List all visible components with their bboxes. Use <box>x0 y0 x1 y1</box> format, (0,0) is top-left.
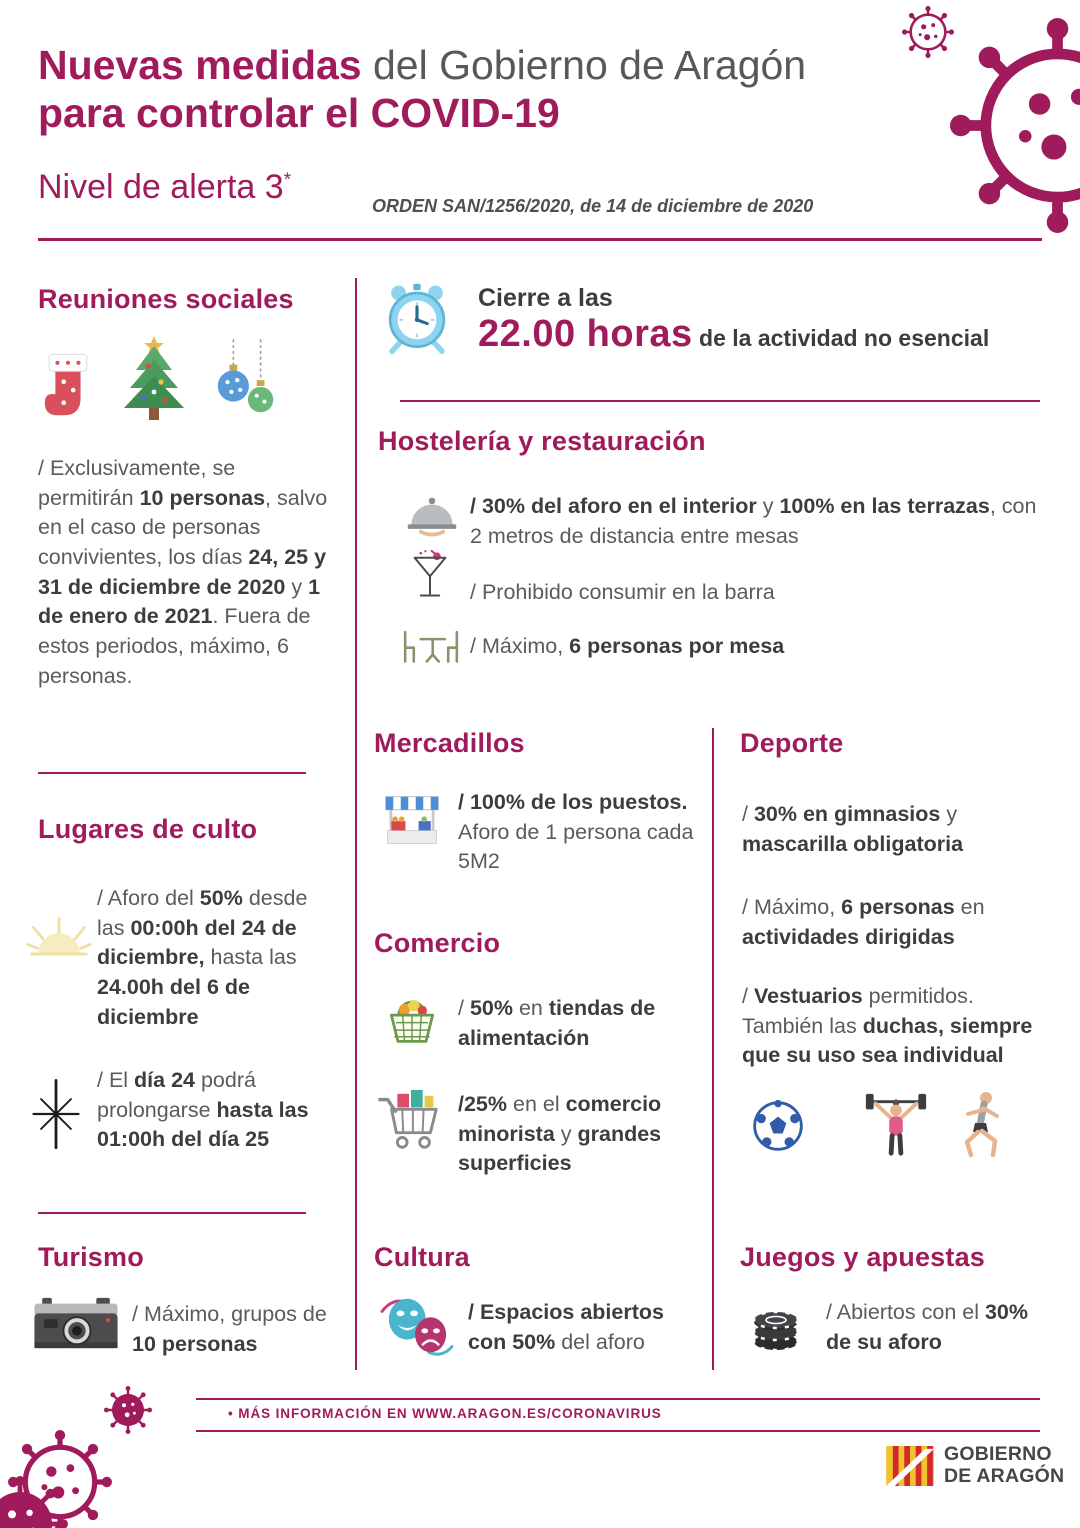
hosteleria-rule-3: / Máximo, 6 personas por mesa <box>470 634 785 658</box>
theater-masks-icon <box>378 1292 456 1360</box>
section-title-mercadillos: Mercadillos <box>374 728 525 758</box>
sparkle-icon <box>28 1078 84 1150</box>
deporte-rule-3: / Vestuarios permitidos. También las duchas, siempre que su uso sea individual <box>742 984 1033 1068</box>
reuniones-body: / Exclusivamente, se permitirán 10 personas, salvo en el caso de personas convivientes, los días 24, 25 y 31 de diciembre de 2020 y 1 de enero de 2021. Fuera de estos periodos, máximo, 6 personas. <box>38 456 328 688</box>
alert-level-text: Nivel de alerta 3 <box>38 168 284 206</box>
baubles-icon <box>210 338 282 434</box>
culto-rule-2: / El día 24 podrá prolongarse hasta las 01:00h del día 25 <box>97 1068 309 1152</box>
closure-notice <box>478 284 1043 356</box>
table-chairs-icon <box>400 628 462 664</box>
christmas-tree-icon <box>116 334 192 430</box>
dumbbell-icon <box>860 1090 932 1158</box>
turismo-rule-1: / Máximo, grupos de 10 personas <box>132 1302 327 1356</box>
divider <box>38 1212 306 1214</box>
hosteleria-rule-2: / Prohibido consumir en la barra <box>470 580 775 604</box>
grocery-basket-icon <box>382 986 442 1048</box>
poker-chips-icon <box>748 1294 808 1354</box>
cocktail-icon <box>410 544 450 610</box>
comercio-rule-1: / 50% en tiendas de alimentación <box>458 996 656 1050</box>
more-info-line <box>228 1406 662 1421</box>
bullet: • <box>228 1406 234 1421</box>
camera-icon <box>32 1294 120 1352</box>
cloche-icon <box>404 490 460 538</box>
market-stall-icon <box>382 792 442 852</box>
deporte-rule-2: / Máximo, 6 personas en actividades dirigidas <box>742 895 985 949</box>
virus-icon <box>0 1476 68 1528</box>
order-reference: ORDEN SAN/1256/2020, de 14 de diciembre de 2020 <box>372 196 814 216</box>
alert-note-mark: * <box>283 168 291 190</box>
christmas-icons <box>40 334 282 434</box>
virus-icon <box>950 18 1080 233</box>
footer-divider <box>196 1430 1040 1432</box>
shopping-cart-icon <box>376 1084 444 1158</box>
section-title-culto: Lugares de culto <box>38 814 258 844</box>
column-divider <box>355 278 357 1370</box>
gobierno-aragon-logo <box>886 1444 1064 1488</box>
logo-text <box>944 1444 1064 1488</box>
comercio-rule-2: /25% en el comercio minorista y grandes superficies <box>458 1092 662 1176</box>
alarm-clock-icon <box>380 280 454 356</box>
section-title-turismo: Turismo <box>38 1242 144 1272</box>
section-title-comercio: Comercio <box>374 928 501 958</box>
section-title-hosteleria: Hostelería y restauración <box>378 426 706 456</box>
hosteleria-rule-1: / 30% del aforo en el interior y 100% en las terrazas, con 2 metros de distancia entre mesas <box>470 494 1037 548</box>
virus-icon <box>902 6 954 58</box>
aragon-flag-icon <box>886 1446 934 1486</box>
footer-divider <box>196 1398 1040 1400</box>
runner-icon <box>952 1088 1012 1160</box>
deporte-rule-1: / 30% en gimnasios y mascarilla obligatoria <box>742 802 964 856</box>
section-title-reuniones: Reuniones sociales <box>38 284 294 314</box>
divider <box>400 400 1040 402</box>
logo-line-1: GOBIERNO <box>944 1443 1052 1465</box>
page-title: Nuevas medidas del Gobierno de Aragón para controlar el COVID-19 <box>38 42 807 136</box>
soccer-ball-icon <box>750 1098 806 1154</box>
closure-suffix: de la actividad no esencial <box>692 325 990 351</box>
stocking-icon <box>40 346 98 430</box>
mercadillos-rule-1: / 100% de los puestos. Aforo de 1 persona cada 5M2 <box>458 790 694 874</box>
closure-time: 22.00 horas <box>478 313 693 355</box>
section-title-cultura: Cultura <box>374 1242 470 1272</box>
section-title-juegos: Juegos y apuestas <box>740 1242 986 1272</box>
header-divider <box>38 238 1042 241</box>
closure-intro: Cierre a las <box>478 284 613 312</box>
sun-icon <box>26 912 92 960</box>
cultura-rule-1: / Espacios abiertos con 50% del aforo <box>468 1300 664 1354</box>
juegos-rule-1: / Abiertos con el 30% de su aforo <box>826 1300 1028 1354</box>
column-divider <box>712 728 714 1370</box>
logo-line-2: DE ARAGÓN <box>944 1464 1065 1487</box>
section-title-deporte: Deporte <box>740 728 844 758</box>
more-info-url[interactable]: WWW.ARAGON.ES/CORONAVIRUS <box>412 1406 662 1421</box>
virus-icon <box>104 1386 152 1434</box>
divider <box>38 772 306 774</box>
alert-level <box>38 168 291 207</box>
more-info-text: MÁS INFORMACIÓN EN <box>238 1406 413 1421</box>
culto-rule-1: / Aforo del 50% desde las 00:00h del 24 de diciembre, hasta las 24.00h del 6 de diciembre <box>97 886 308 1029</box>
